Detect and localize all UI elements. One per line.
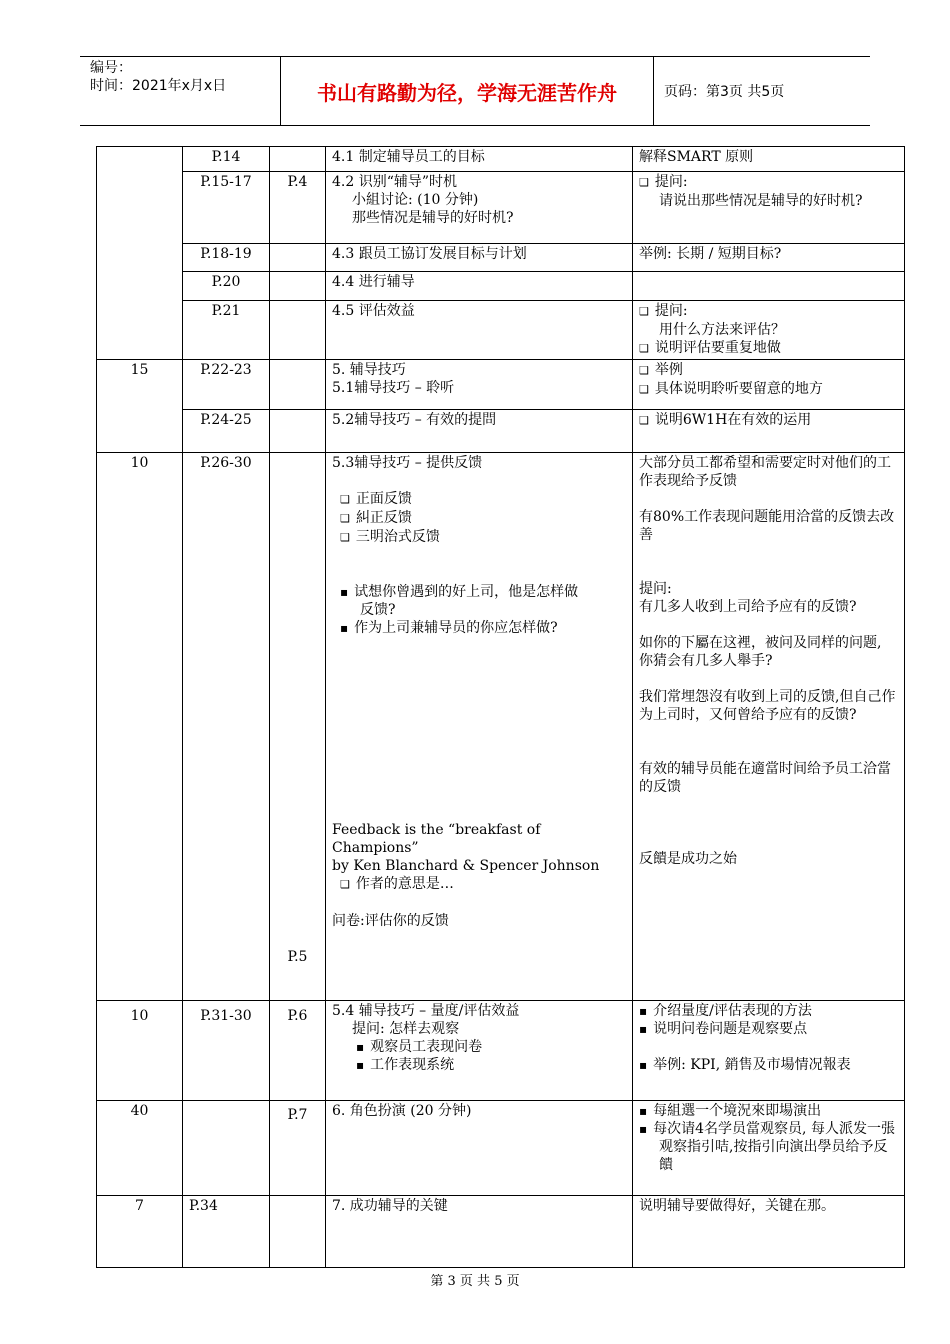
aid-cell	[270, 1196, 326, 1268]
note-cell	[633, 272, 905, 301]
aid-cell	[270, 147, 326, 172]
aid-cell	[270, 272, 326, 301]
content-cell	[326, 1001, 633, 1101]
page-cell: P.31-30	[183, 1001, 270, 1101]
table-row	[97, 147, 905, 172]
content-cell	[326, 172, 633, 244]
page-cell: P.34	[183, 1196, 270, 1268]
note-paragraph: 有80%工作表现问题能用洽當的反馈去改善	[639, 509, 895, 543]
content-cell	[326, 360, 633, 410]
page-footer: 第 3 页 共 5 页	[430, 1274, 520, 1289]
checkbox-item: ❑ 提问:	[639, 173, 898, 192]
bullet-item: ▪ 观察员工表现问卷	[332, 1038, 626, 1056]
aid-cell: P.6	[270, 1001, 326, 1101]
aid-label: P.5	[287, 949, 308, 965]
doc-number-label: 编号：	[90, 60, 132, 76]
page-cell: P.21	[183, 301, 270, 360]
content-line: 5.1辅导技巧 – 聆听	[332, 380, 455, 396]
aid-cell: P.7	[270, 1101, 326, 1196]
content-line: 小組讨论: (10 分钟)	[352, 192, 479, 208]
note-cell: 举例: 长期 / 短期目标?	[633, 244, 905, 272]
bullet-item: ▪ 介绍量度/评估表现的方法	[639, 1002, 898, 1020]
aid-cell	[270, 301, 326, 360]
note-paragraph: 反饋是成功之始	[639, 851, 737, 867]
checkbox-item: ❑ 具体说明聆听要留意的地方	[639, 380, 898, 399]
content-cell: 4.5 评估效益	[326, 301, 633, 360]
page-cell: P.15-17	[183, 172, 270, 244]
bullet-item: ▪ 试想你曾遇到的好上司，他是怎样做	[332, 583, 626, 601]
table-row	[97, 301, 905, 360]
time-cell: 10	[97, 1001, 183, 1101]
bullet-item: ▪ 每次请4名学员當观察员, 每人派发一張观察指引咭,按指引向演出學员给予反饋	[639, 1120, 898, 1174]
note-paragraph: 如你的下屬在这裡，被问及同样的问题, 你猜会有几多人舉手?	[639, 635, 882, 669]
content-cell: 4.1 制定辅导员工的目标	[326, 147, 633, 172]
time-cell: 15	[97, 360, 183, 453]
page-cell: P.18-19	[183, 244, 270, 272]
header-page-info: 页码：第3页 共5页	[664, 84, 785, 100]
bullet-item: ▪ 每組選一个境況來即場演出	[639, 1102, 898, 1120]
page-header	[80, 56, 870, 126]
table-row	[97, 1196, 905, 1268]
note-paragraph: 我们常埋怨沒有收到上司的反馈,但自己作为上司时，又何曾给予应有的反馈?	[639, 689, 896, 723]
checkbox-item: ❑ 举例	[639, 361, 898, 380]
note-paragraph: 大部分员工都希望和需要定时对他们的工作表现给予反馈	[639, 455, 891, 489]
note-paragraph: 提问:	[639, 581, 672, 597]
checkbox-item: ❑ 提问:	[639, 302, 898, 321]
note-cell	[633, 453, 905, 1001]
note-cell	[633, 410, 905, 453]
note-cell	[633, 1101, 905, 1196]
table-row	[97, 172, 905, 244]
table-row	[97, 410, 905, 453]
content-cell: 5.2辅导技巧 – 有效的提問	[326, 410, 633, 453]
doc-time-label: 时间：2021年x月x日	[90, 78, 227, 94]
note-line: 用什么方法来评估？	[659, 322, 785, 338]
note-cell	[633, 1001, 905, 1101]
checkbox-item: ❑ 三明治式反馈	[332, 528, 626, 547]
header-motto: 书山有路勤为径，学海无涯苦作舟	[280, 57, 654, 125]
time-cell	[97, 147, 183, 360]
table-row	[97, 1001, 905, 1101]
page-cell: P.24-25	[183, 410, 270, 453]
aid-cell	[270, 410, 326, 453]
bullet-item: ▪ 举例: KPI, 銷售及市場情况報表	[639, 1056, 898, 1074]
quote-author: by Ken Blanchard & Spencer Johnson	[332, 858, 600, 874]
checkbox-item: ❑ 正面反馈	[332, 490, 626, 509]
note-cell: 说明辅导要做得好，关键在那。	[633, 1196, 905, 1268]
header-meta	[90, 59, 280, 95]
aid-cell	[270, 453, 326, 1001]
page-cell: P.26-30	[183, 453, 270, 1001]
content-cell: 6. 角色扮演 (20 分钟)	[326, 1101, 633, 1196]
content-line: 提问: 怎样去观察	[352, 1021, 460, 1037]
bullet-item: ▪ 作为上司兼辅导员的你应怎样做?	[332, 619, 626, 637]
content-line: 5.4 辅导技巧 – 量度/评估效益	[332, 1003, 520, 1019]
note-cell	[633, 360, 905, 410]
aid-cell: P.4	[270, 172, 326, 244]
content-line: 问卷:评估你的反馈	[332, 913, 449, 929]
quote-line: Feedback is the “breakfast of Champions”	[332, 822, 541, 856]
table-row	[97, 360, 905, 410]
content-cell	[326, 453, 633, 1001]
page-cell: P.20	[183, 272, 270, 301]
page-cell: P.14	[183, 147, 270, 172]
table-row	[97, 453, 905, 1001]
note-line: 请说出那些情况是辅导的好时机?	[659, 193, 863, 209]
aid-cell	[270, 360, 326, 410]
training-schedule-table	[96, 146, 905, 1268]
table-row	[97, 1101, 905, 1196]
content-line: 那些情况是辅导的好时机?	[352, 210, 514, 226]
content-line: 4.2 识别“辅导”时机	[332, 174, 458, 190]
content-line: 5. 辅导技巧	[332, 362, 406, 378]
note-cell: 解释SMART 原则	[633, 147, 905, 172]
checkbox-item: ❑ 作者的意思是…	[332, 875, 626, 894]
note-cell	[633, 301, 905, 360]
time-cell: 10	[97, 453, 183, 1001]
table-row	[97, 272, 905, 301]
aid-cell	[270, 244, 326, 272]
checkbox-item: ❑ 说明6W1H在有效的运用	[639, 411, 898, 430]
page-cell	[183, 1101, 270, 1196]
table-row	[97, 244, 905, 272]
page-cell: P.22-23	[183, 360, 270, 410]
content-line: 5.3辅导技巧 – 提供反馈	[332, 455, 483, 471]
content-cell: 4.3 跟员工協订发展目标与计划	[326, 244, 633, 272]
time-cell: 7	[97, 1196, 183, 1268]
note-paragraph: 有效的辅导员能在適當时间给予员工洽當的反馈	[639, 761, 891, 795]
bullet-item-cont: 反馈?	[360, 602, 396, 618]
content-cell: 4.4 进行辅导	[326, 272, 633, 301]
note-paragraph: 有几多人收到上司给予应有的反馈?	[639, 599, 857, 615]
checkbox-item: ❑ 糾正反馈	[332, 509, 626, 528]
bullet-item: ▪ 工作表现系统	[332, 1056, 626, 1074]
note-cell	[633, 172, 905, 244]
time-cell: 40	[97, 1101, 183, 1196]
content-cell: 7. 成功辅导的关键	[326, 1196, 633, 1268]
bullet-item: ▪ 说明问卷问题是观察要点	[639, 1020, 898, 1038]
checkbox-item: ❑ 说明评估要重复地做	[639, 339, 898, 358]
